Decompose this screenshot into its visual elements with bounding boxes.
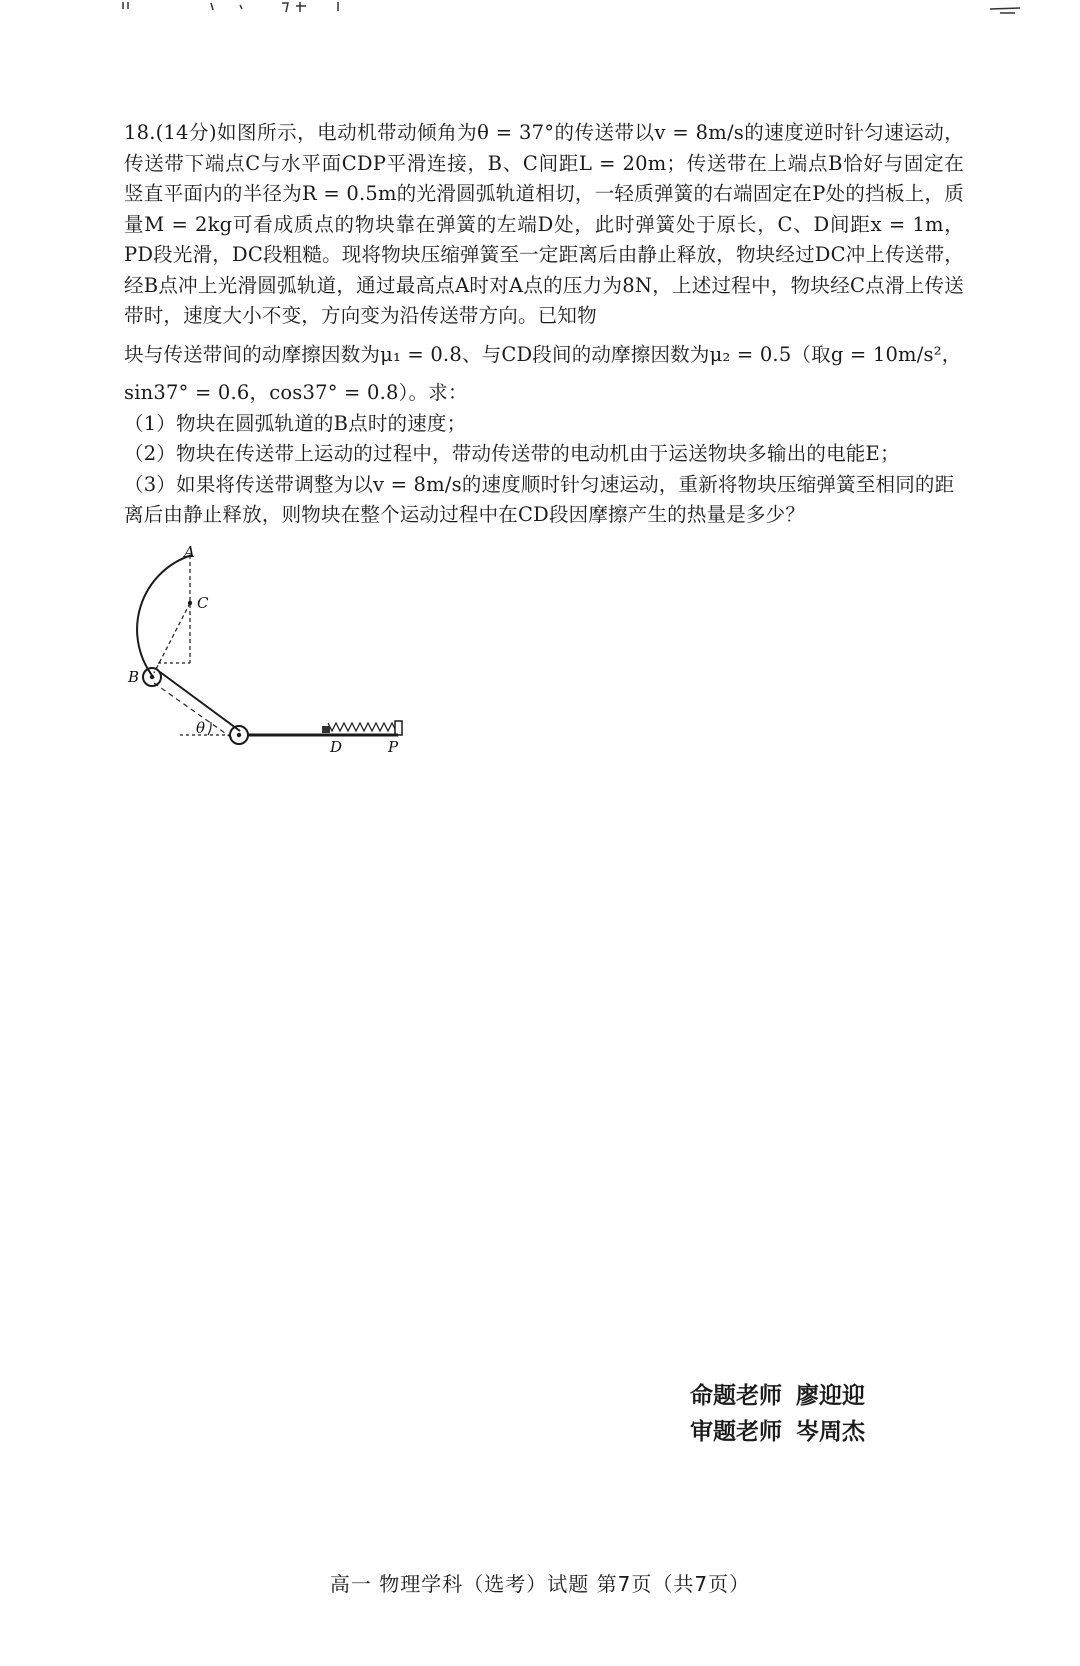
scan-edge-marks <box>0 0 1080 30</box>
conveyor-track-diagram <box>110 545 430 795</box>
author-name: 廖迎迎 <box>796 1383 865 1409</box>
question-3: （3）如果将传送带调整为以v = 8m/s的速度顺时针匀速运动，重新将物块压缩弹簧至相同的距离后由静止释放，则物块在整个运动过程中在CD段因摩擦产生的热量是多少？ <box>124 472 955 526</box>
conveyor-belt-bottom <box>154 683 232 738</box>
spring <box>328 723 395 731</box>
problem-stem-continued: 块与传送带间的动摩擦因数为μ₁ = 0.8、与CD段间的动摩擦因数为μ₂ = 0.5（取g = 10m/s²， <box>124 342 962 366</box>
label-c: C <box>197 594 209 612</box>
question-2: （2）物块在传送带上运动的过程中，带动传送带的电动机由于运送物块多输出的电能E； <box>124 442 900 465</box>
credits <box>690 1378 865 1450</box>
problem-stem: 18.(14分)如图所示，电动机带动倾角为θ = 37°的传送带以v = 8m/s的速度逆时针匀速运动，传送带下端点C与水平面CDP平滑连接，B、C间距L = 20m；传送带在上端点B恰好与固定在竖直平面内的半径为R = 0.5m的光滑圆弧轨道相切，一轻质弹簧的右端固定在P处的挡板上，质量M = 2kg可看成质点的物块靠在弹簧的左端D处，此时弹簧处于原长，C、D间距x = 1m，PD段光滑，DC段粗糙。现将物块压缩弹簧至一定距离后由静止释放，物块经过DC冲上传送带，经B点冲上光滑圆弧轨道，通过最高点A时对A点的压力为8N，上述过程中，物块经C点滑上传送带时，速度大小不变，方向变为沿传送带方向。已知物 <box>124 121 964 327</box>
block-d <box>322 726 330 733</box>
author-line <box>690 1378 865 1414</box>
author-role: 命题老师 <box>690 1383 782 1409</box>
reviewer-line <box>690 1414 865 1450</box>
reviewer-name: 岑周杰 <box>796 1419 865 1445</box>
page-footer: 高一 物理学科（选考）试题 第7页（共7页） <box>329 1572 751 1596</box>
label-p: P <box>388 738 399 756</box>
problem-18 <box>124 118 964 531</box>
circular-arc-track <box>137 555 192 678</box>
label-theta: θ <box>196 719 206 737</box>
problem-figure <box>110 545 430 795</box>
question-1: （1）物块在圆弧轨道的B点时的速度； <box>124 411 467 435</box>
angle-arc <box>208 722 211 735</box>
label-a: A <box>184 545 195 561</box>
wall-p <box>395 721 402 735</box>
label-b: B <box>128 668 140 686</box>
problem-stem-end: sin37° = 0.6，cos37° = 0.8）。求： <box>124 381 468 404</box>
reviewer-role: 审题老师 <box>690 1419 782 1445</box>
label-d: D <box>330 738 343 756</box>
